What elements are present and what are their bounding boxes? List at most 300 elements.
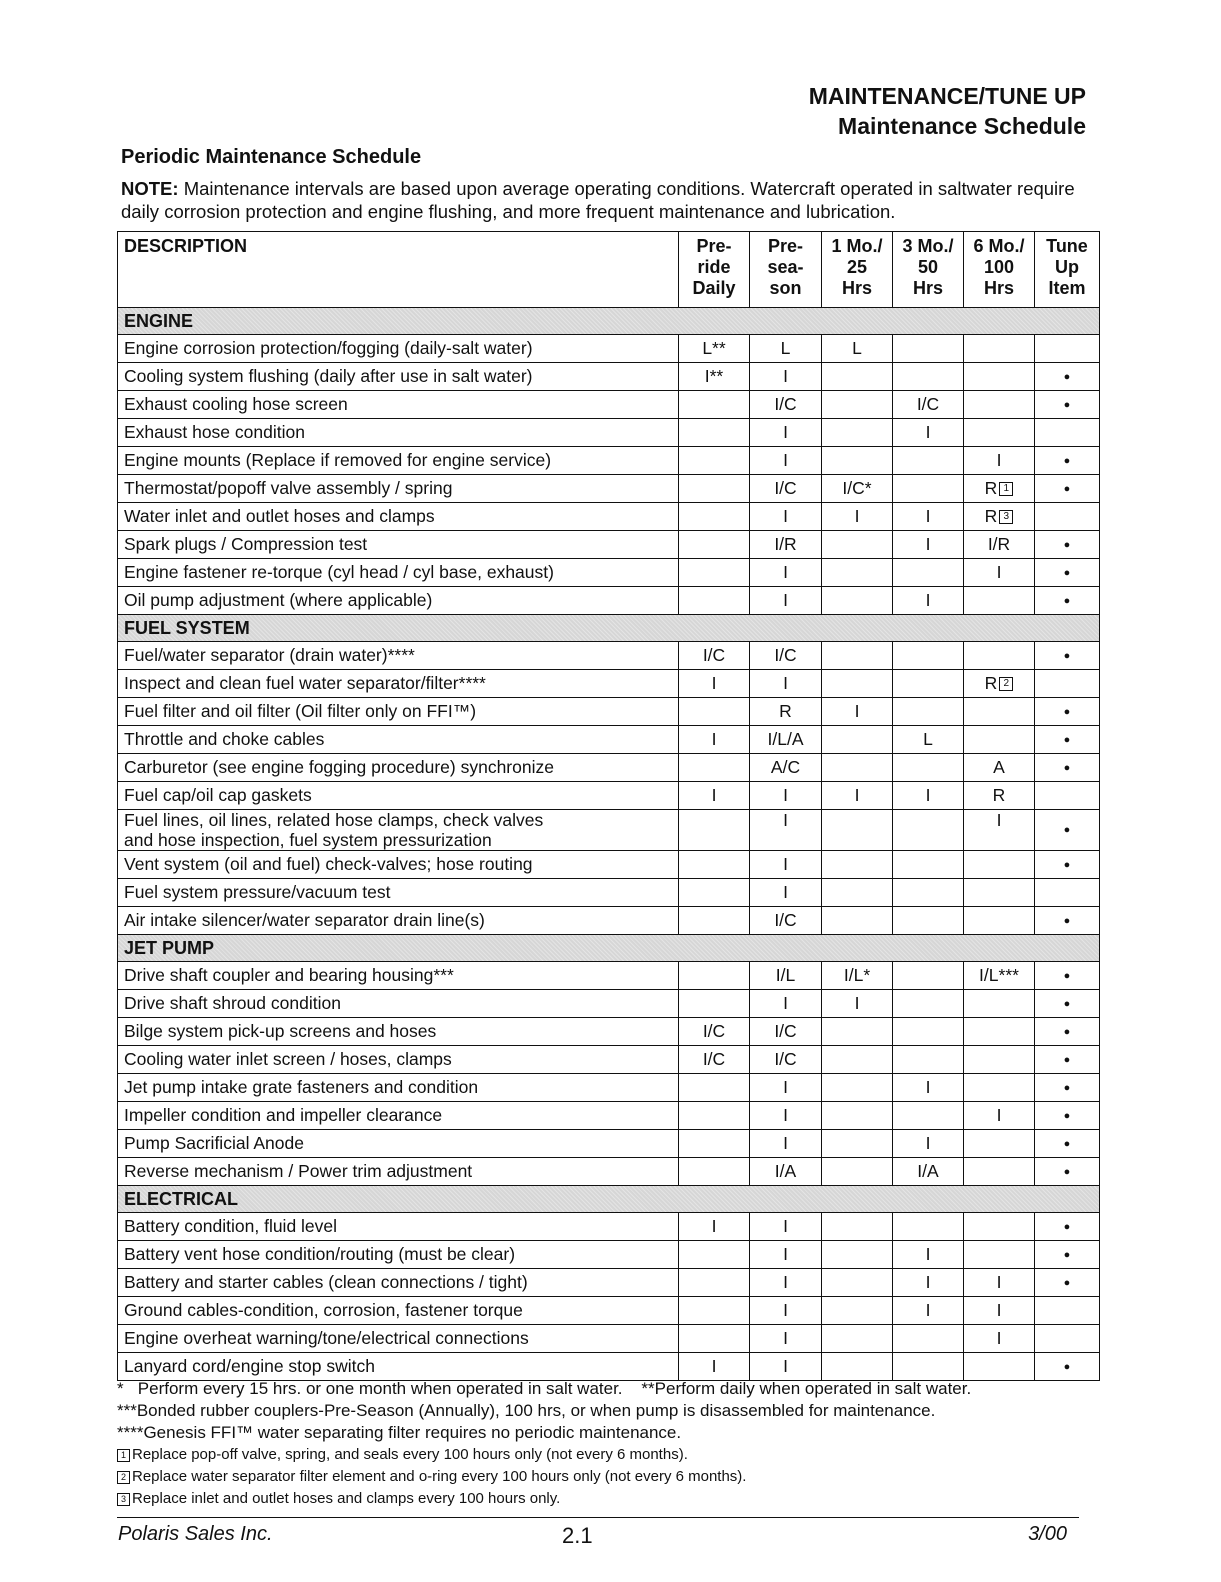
- row-description: Fuel filter and oil filter (Oil filter only on FFI™): [118, 698, 679, 726]
- interval-cell: [679, 670, 750, 698]
- interval-cell: [893, 1102, 964, 1130]
- interval-value: I: [854, 506, 860, 526]
- row-description: Vent system (oil and fuel) check-valves; hose routing: [118, 851, 679, 879]
- interval-cell: [750, 962, 822, 990]
- interval-cell: [964, 1130, 1035, 1158]
- tune-up-cell: [1035, 447, 1100, 475]
- interval-cell: [964, 907, 1035, 935]
- interval-cell: [822, 531, 893, 559]
- interval-cell: [679, 587, 750, 615]
- interval-cell: [893, 962, 964, 990]
- tune-up-cell: [1035, 962, 1100, 990]
- tune-up-bullet-icon: ●: [1063, 1025, 1071, 1038]
- interval-cell: [679, 782, 750, 810]
- interval-cell: [679, 726, 750, 754]
- footnote-asterisk: * Perform every 15 hrs. or one month when operated in salt water. **Perform daily when operated in salt water.: [117, 1379, 972, 1398]
- interval-cell: [750, 879, 822, 907]
- tune-up-cell: [1035, 726, 1100, 754]
- section-title: Periodic Maintenance Schedule: [121, 146, 422, 168]
- interval-cell: [893, 1074, 964, 1102]
- tune-up-bullet-icon: ●: [1063, 1109, 1071, 1122]
- row-description: Bilge system pick-up screens and hoses: [118, 1018, 679, 1046]
- interval-cell: [822, 447, 893, 475]
- tune-up-bullet-icon: ●: [1063, 594, 1071, 607]
- table-row: [118, 1325, 1100, 1353]
- interval-value: I/C*: [842, 478, 872, 498]
- interval-cell: [893, 754, 964, 782]
- interval-value: I: [925, 534, 931, 554]
- interval-cell: [893, 698, 964, 726]
- interval-value: I: [783, 1216, 788, 1236]
- interval-value: I: [783, 810, 788, 830]
- interval-cell: [679, 1158, 750, 1186]
- tune-up-cell: [1035, 810, 1100, 851]
- interval-cell: [964, 1353, 1035, 1381]
- interval-cell: [822, 1074, 893, 1102]
- row-description: Inspect and clean fuel water separator/filter****: [118, 670, 679, 698]
- row-description: Exhaust hose condition: [118, 419, 679, 447]
- interval-cell: [822, 1130, 893, 1158]
- category-label: FUEL SYSTEM: [118, 615, 1100, 642]
- tune-up-cell: [1035, 531, 1100, 559]
- interval-cell: [822, 391, 893, 419]
- interval-cell: [822, 698, 893, 726]
- interval-value: I/C: [774, 1021, 797, 1041]
- interval-cell: [893, 531, 964, 559]
- table-row: [118, 1269, 1100, 1297]
- interval-cell: [893, 642, 964, 670]
- tune-up-cell: [1035, 1269, 1100, 1297]
- tune-up-cell: [1035, 1018, 1100, 1046]
- row-description: Engine corrosion protection/fogging (daily-salt water): [118, 335, 679, 363]
- table-row: [118, 559, 1100, 587]
- interval-value: I/L*: [843, 965, 871, 985]
- interval-cell: [679, 1325, 750, 1353]
- interval-value: I: [925, 1133, 931, 1153]
- interval-value: R: [779, 701, 792, 721]
- interval-cell: [750, 1158, 822, 1186]
- interval-cell: [893, 587, 964, 615]
- interval-cell: [893, 907, 964, 935]
- table-row: [118, 587, 1100, 615]
- footer-page-number: 2.1: [562, 1523, 593, 1548]
- tune-up-bullet-icon: ●: [1063, 649, 1071, 662]
- tune-up-bullet-icon: ●: [1063, 1360, 1071, 1373]
- footer-publisher: Polaris Sales Inc.: [118, 1523, 273, 1545]
- interval-cell: [822, 1046, 893, 1074]
- table-row: [118, 1046, 1100, 1074]
- interval-cell: [679, 1018, 750, 1046]
- interval-cell: [679, 475, 750, 503]
- footer-date: 3/00: [1028, 1523, 1067, 1545]
- interval-cell: [964, 503, 1035, 531]
- interval-cell: [822, 810, 893, 851]
- interval-cell: [679, 642, 750, 670]
- interval-cell: [822, 587, 893, 615]
- tune-up-bullet-icon: ●: [1063, 969, 1071, 982]
- tune-up-bullet-icon: ●: [1063, 370, 1071, 383]
- interval-cell: [822, 879, 893, 907]
- interval-cell: [964, 363, 1035, 391]
- category-row: [118, 935, 1100, 962]
- footer-divider: [117, 1517, 1079, 1518]
- interval-value: A/C: [770, 757, 801, 777]
- table-header-row: [118, 232, 1100, 308]
- interval-value: L: [780, 338, 791, 358]
- table-row: [118, 726, 1100, 754]
- tune-up-cell: [1035, 1297, 1100, 1325]
- interval-cell: [822, 754, 893, 782]
- interval-cell: [822, 962, 893, 990]
- tune-up-cell: [1035, 335, 1100, 363]
- footnote-box-2-marker: 2: [999, 677, 1013, 691]
- row-description: Fuel cap/oil cap gaskets: [118, 782, 679, 810]
- tune-up-bullet-icon: ●: [1063, 1220, 1071, 1233]
- table-row: [118, 1130, 1100, 1158]
- interval-cell: [750, 1130, 822, 1158]
- interval-cell: [679, 419, 750, 447]
- interval-cell: [679, 810, 750, 851]
- interval-cell: [679, 698, 750, 726]
- interval-cell: [893, 391, 964, 419]
- interval-cell: [964, 1046, 1035, 1074]
- interval-value: I/C: [774, 645, 797, 665]
- interval-cell: [679, 363, 750, 391]
- interval-cell: [893, 1046, 964, 1074]
- interval-value: I: [925, 1244, 931, 1264]
- column-header-3mo-50hrs: 3 Mo./ 50 Hrs: [893, 232, 964, 308]
- row-description: Lanyard cord/engine stop switch: [118, 1353, 679, 1381]
- tune-up-bullet-icon: ●: [1063, 454, 1071, 467]
- interval-cell: [750, 670, 822, 698]
- interval-cell: [679, 990, 750, 1018]
- row-description: Ground cables-condition, corrosion, fastener torque: [118, 1297, 679, 1325]
- column-header-1mo-25hrs: 1 Mo./ 25 Hrs: [822, 232, 893, 308]
- tune-up-cell: [1035, 391, 1100, 419]
- row-description: Cooling system flushing (daily after use in salt water): [118, 363, 679, 391]
- note-paragraph: [121, 177, 1096, 223]
- tune-up-bullet-icon: ●: [1063, 1137, 1071, 1150]
- interval-value: I: [925, 422, 931, 442]
- table-row: [118, 1213, 1100, 1241]
- interval-cell: [750, 447, 822, 475]
- interval-cell: [964, 1018, 1035, 1046]
- tune-up-cell: [1035, 1325, 1100, 1353]
- interval-cell: [750, 587, 822, 615]
- interval-cell: [750, 1325, 822, 1353]
- interval-cell: [750, 642, 822, 670]
- interval-value: I: [783, 1133, 788, 1153]
- interval-cell: [964, 879, 1035, 907]
- tune-up-cell: [1035, 879, 1100, 907]
- interval-cell: [822, 419, 893, 447]
- interval-value: I: [925, 1077, 931, 1097]
- interval-cell: [964, 670, 1035, 698]
- interval-cell: [893, 1158, 964, 1186]
- note-label: NOTE:: [121, 178, 179, 199]
- interval-cell: [964, 782, 1035, 810]
- interval-value: I: [783, 1356, 788, 1376]
- interval-cell: [893, 1130, 964, 1158]
- interval-cell: [964, 1241, 1035, 1269]
- interval-cell: [893, 879, 964, 907]
- interval-cell: [964, 642, 1035, 670]
- note-text: Maintenance intervals are based upon average operating conditions. Watercraft operated in saltwater require daily corrosion protection and engine flushing, and more frequent maintenance and lubrication.: [121, 178, 1075, 222]
- tune-up-cell: [1035, 754, 1100, 782]
- table-row: [118, 851, 1100, 879]
- footnote-box-1-text: Replace pop-off valve, spring, and seals every 100 hours only (not every 6 months).: [132, 1446, 688, 1463]
- tune-up-bullet-icon: ●: [1063, 997, 1071, 1010]
- row-description: Exhaust cooling hose screen: [118, 391, 679, 419]
- table-row: [118, 1297, 1100, 1325]
- tune-up-cell: [1035, 1213, 1100, 1241]
- interval-cell: [822, 726, 893, 754]
- interval-value: I/C: [702, 645, 726, 665]
- table-row: [118, 1353, 1100, 1381]
- interval-cell: [964, 990, 1035, 1018]
- interval-cell: [964, 962, 1035, 990]
- interval-value: I: [996, 1272, 1002, 1292]
- tune-up-bullet-icon: ●: [1063, 566, 1071, 579]
- interval-value: I: [925, 506, 931, 526]
- row-description: Drive shaft shroud condition: [118, 990, 679, 1018]
- interval-cell: [750, 698, 822, 726]
- interval-cell: [893, 335, 964, 363]
- interval-cell: [964, 531, 1035, 559]
- interval-cell: [679, 335, 750, 363]
- column-header-preseason: Pre- sea- son: [750, 232, 822, 308]
- table-body: [118, 308, 1100, 1381]
- interval-value: R: [984, 506, 998, 526]
- interval-value: I: [711, 673, 717, 693]
- interval-cell: [964, 1269, 1035, 1297]
- interval-value: I/L: [775, 965, 796, 985]
- interval-cell: [964, 447, 1035, 475]
- row-description: Thermostat/popoff valve assembly / spring: [118, 475, 679, 503]
- chapter-title: MAINTENANCE/TUNE UP: [808, 83, 1086, 109]
- interval-value: I: [711, 729, 717, 749]
- row-description: Fuel/water separator (drain water)****: [118, 642, 679, 670]
- table-row: [118, 447, 1100, 475]
- interval-cell: [893, 851, 964, 879]
- interval-value: I**: [704, 366, 724, 386]
- tune-up-cell: [1035, 670, 1100, 698]
- table-row: [118, 670, 1100, 698]
- interval-value: I/A: [774, 1161, 797, 1181]
- interval-cell: [822, 907, 893, 935]
- interval-cell: [750, 1269, 822, 1297]
- footnote-box-1: [117, 1444, 1097, 1466]
- interval-cell: [679, 754, 750, 782]
- interval-cell: [822, 503, 893, 531]
- table-row: [118, 879, 1100, 907]
- row-description: Drive shaft coupler and bearing housing***: [118, 962, 679, 990]
- interval-cell: [679, 1241, 750, 1269]
- category-label: ENGINE: [118, 308, 1100, 335]
- interval-cell: [750, 1074, 822, 1102]
- interval-cell: [750, 1046, 822, 1074]
- interval-cell: [750, 503, 822, 531]
- interval-cell: [964, 475, 1035, 503]
- interval-value: I: [783, 785, 788, 805]
- interval-cell: [964, 1213, 1035, 1241]
- interval-cell: [750, 754, 822, 782]
- interval-cell: [964, 1074, 1035, 1102]
- table-row: [118, 754, 1100, 782]
- tune-up-cell: [1035, 363, 1100, 391]
- column-header-6mo-100hrs: 6 Mo./ 100 Hrs: [964, 232, 1035, 308]
- interval-cell: [750, 419, 822, 447]
- interval-cell: [893, 1241, 964, 1269]
- tune-up-cell: [1035, 1241, 1100, 1269]
- tune-up-cell: [1035, 1158, 1100, 1186]
- table-row: [118, 419, 1100, 447]
- tune-up-cell: [1035, 642, 1100, 670]
- page-subtitle: Maintenance Schedule: [838, 113, 1086, 139]
- interval-value: I/A: [917, 1161, 939, 1181]
- tune-up-cell: [1035, 782, 1100, 810]
- interval-value: L**: [702, 338, 726, 358]
- interval-cell: [964, 810, 1035, 851]
- interval-value: I: [925, 1300, 931, 1320]
- interval-value: I: [854, 785, 860, 805]
- tune-up-cell: [1035, 698, 1100, 726]
- interval-cell: [964, 587, 1035, 615]
- interval-cell: [822, 1213, 893, 1241]
- footnote-box-2-text: Replace water separator filter element and o-ring every 100 hours only (not every 6 months).: [132, 1468, 747, 1485]
- tune-up-cell: [1035, 851, 1100, 879]
- interval-cell: [964, 1297, 1035, 1325]
- row-description: Battery vent hose condition/routing (must be clear): [118, 1241, 679, 1269]
- tune-up-bullet-icon: ●: [1063, 482, 1071, 495]
- box-3-symbol: 3: [117, 1493, 130, 1506]
- interval-value: I: [783, 854, 788, 874]
- box-2-symbol: 2: [117, 1471, 130, 1484]
- interval-value: R: [984, 478, 998, 498]
- interval-cell: [679, 1213, 750, 1241]
- table-row: [118, 475, 1100, 503]
- interval-cell: [750, 1353, 822, 1381]
- tune-up-bullet-icon: ●: [1063, 398, 1071, 411]
- tune-up-bullet-icon: ●: [1063, 824, 1071, 836]
- table-row: [118, 1074, 1100, 1102]
- interval-cell: [893, 810, 964, 851]
- tune-up-bullet-icon: ●: [1063, 858, 1071, 871]
- interval-value: I/R: [774, 534, 797, 554]
- table-row: [118, 698, 1100, 726]
- interval-cell: [750, 990, 822, 1018]
- tune-up-bullet-icon: ●: [1063, 1081, 1071, 1094]
- interval-cell: [964, 1102, 1035, 1130]
- interval-value: I: [854, 993, 860, 1013]
- interval-cell: [822, 1297, 893, 1325]
- interval-cell: [893, 503, 964, 531]
- interval-value: I: [996, 1105, 1002, 1125]
- box-1-symbol: 1: [117, 1449, 130, 1462]
- column-header-tune-up-item: Tune Up Item: [1035, 232, 1100, 308]
- row-description: Carburetor (see engine fogging procedure) synchronize: [118, 754, 679, 782]
- interval-cell: [893, 782, 964, 810]
- tune-up-cell: [1035, 1102, 1100, 1130]
- interval-cell: [750, 1102, 822, 1130]
- tune-up-bullet-icon: ●: [1063, 1053, 1071, 1066]
- tune-up-bullet-icon: ●: [1063, 1248, 1071, 1261]
- row-description: Battery and starter cables (clean connections / tight): [118, 1269, 679, 1297]
- row-description: Engine overheat warning/tone/electrical connections: [118, 1325, 679, 1353]
- interval-cell: [679, 1297, 750, 1325]
- interval-cell: [822, 782, 893, 810]
- interval-value: I/C: [774, 910, 797, 930]
- footnote-triple-asterisk: ***Bonded rubber couplers-Pre-Season (Annually), 100 hrs, or when pump is disassembled for maintenance.: [117, 1401, 936, 1420]
- table-row: [118, 391, 1100, 419]
- interval-cell: [822, 1018, 893, 1046]
- interval-cell: [822, 670, 893, 698]
- interval-value: I: [925, 1272, 931, 1292]
- interval-value: I: [711, 1216, 717, 1236]
- interval-value: I: [783, 1328, 788, 1348]
- interval-cell: [750, 1297, 822, 1325]
- table-row: [118, 1158, 1100, 1186]
- interval-cell: [750, 1018, 822, 1046]
- column-header-preride-daily: Pre- ride Daily: [679, 232, 750, 308]
- tune-up-cell: [1035, 990, 1100, 1018]
- category-label: ELECTRICAL: [118, 1186, 1100, 1213]
- row-description: Impeller condition and impeller clearance: [118, 1102, 679, 1130]
- table-row: [118, 335, 1100, 363]
- table-row: [118, 907, 1100, 935]
- interval-value: I: [925, 590, 931, 610]
- footnotes: [117, 1378, 1097, 1510]
- interval-cell: [679, 559, 750, 587]
- interval-cell: [679, 907, 750, 935]
- interval-value: R: [992, 785, 1006, 805]
- interval-cell: [893, 670, 964, 698]
- interval-value: I: [996, 1328, 1002, 1348]
- interval-value: I: [783, 673, 788, 693]
- category-row: [118, 1186, 1100, 1213]
- interval-value: I/C: [774, 394, 797, 414]
- column-header-description: DESCRIPTION: [118, 232, 679, 308]
- table-row: [118, 363, 1100, 391]
- interval-value: I: [711, 1356, 717, 1376]
- tune-up-cell: [1035, 1074, 1100, 1102]
- interval-value: I: [783, 506, 788, 526]
- interval-value: I/C: [774, 478, 797, 498]
- footnote-box-3-marker: 3: [999, 510, 1013, 524]
- interval-cell: [893, 363, 964, 391]
- row-description: Fuel system pressure/vacuum test: [118, 879, 679, 907]
- interval-cell: [679, 851, 750, 879]
- table-row: [118, 1102, 1100, 1130]
- table-row: [118, 962, 1100, 990]
- interval-cell: [750, 907, 822, 935]
- interval-cell: [750, 475, 822, 503]
- interval-cell: [679, 503, 750, 531]
- interval-cell: [822, 1158, 893, 1186]
- interval-cell: [679, 1074, 750, 1102]
- interval-cell: [893, 475, 964, 503]
- interval-cell: [750, 531, 822, 559]
- interval-cell: [750, 559, 822, 587]
- interval-cell: [750, 810, 822, 851]
- tune-up-cell: [1035, 1046, 1100, 1074]
- interval-cell: [893, 419, 964, 447]
- interval-value: I/L/A: [767, 729, 804, 749]
- row-description: Air intake silencer/water separator drain line(s): [118, 907, 679, 935]
- interval-value: I: [783, 1105, 788, 1125]
- interval-value: I: [783, 1077, 788, 1097]
- table-row: [118, 810, 1100, 851]
